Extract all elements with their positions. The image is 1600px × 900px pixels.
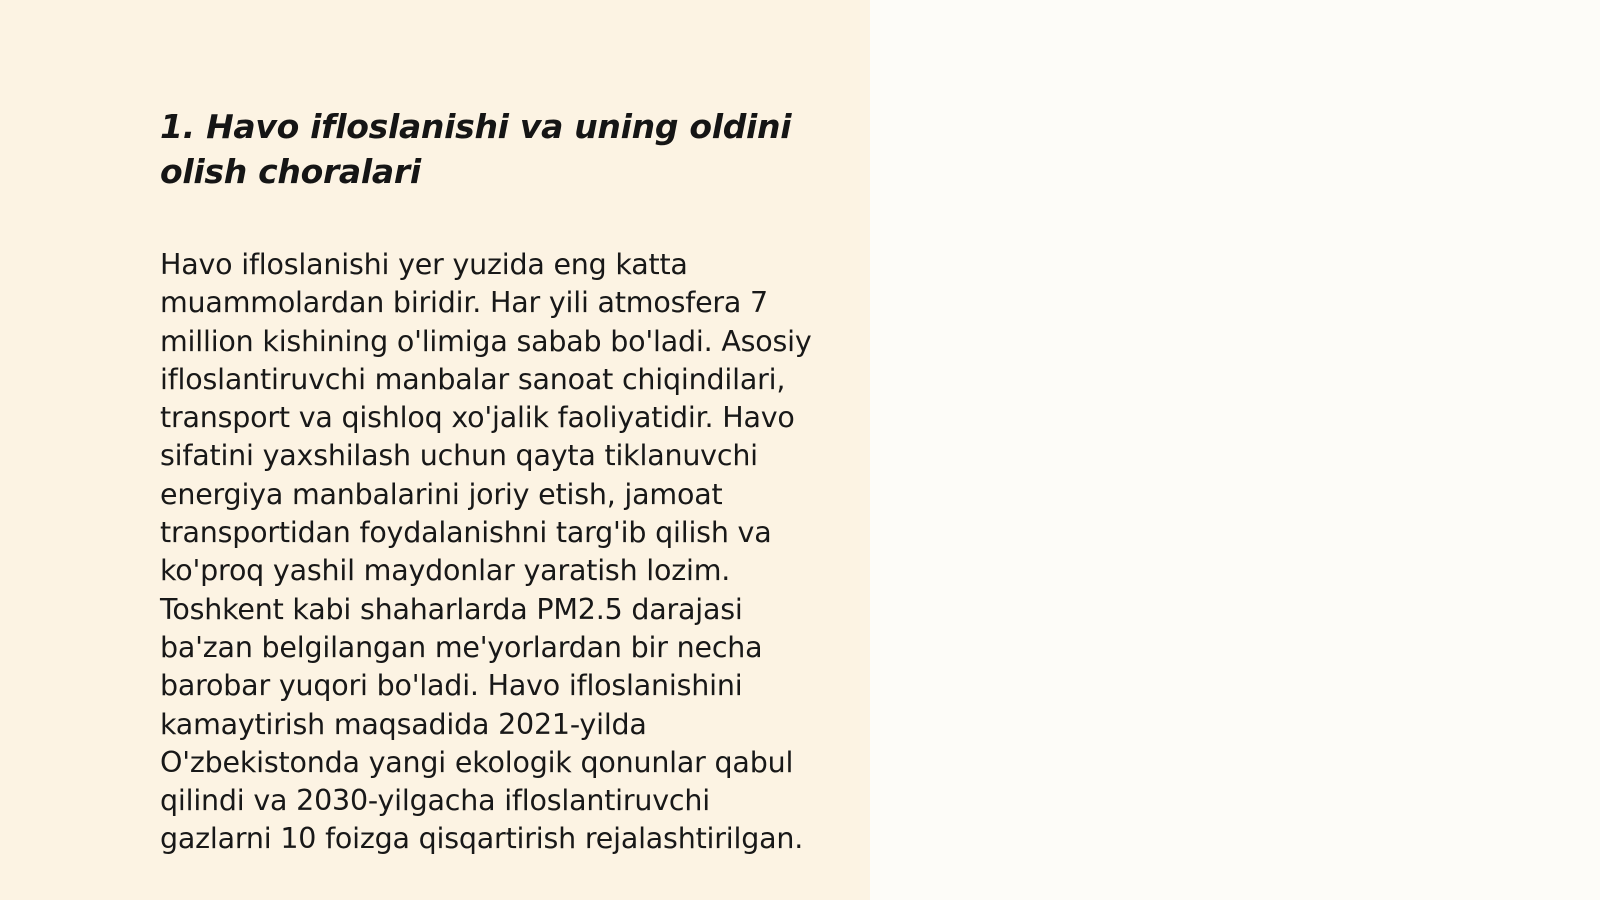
blank-panel (870, 0, 1600, 900)
slide-title: 1. Havo ifloslanishi va uning oldini olish choralari (160, 107, 792, 191)
slide-content (160, 104, 820, 859)
slide-body-text: Havo ifloslanishi yer yuzida eng katta muammolardan biridir. Har yili atmosfera 7 million kishining o'limiga sabab bo'ladi. Asosiy ifloslantiruvchi manbalar sanoat chiqindilari, transport va qishloq xo'jalik faoliyatidir. Havo sifatini yaxshilash uchun qayta tiklanuvchi energiya manbalarini joriy etish, jamoat transportidan foydalanishni targ'ib qilish va ko'proq yashil maydonlar yaratish lozim. Toshkent kabi shaharlarda PM2.5 darajasi ba'zan belgilangan me'yorlardan bir necha barobar yuqori bo'ladi. Havo ifloslanishini kamaytirish maqsadida 2021-yilda O'zbekistonda yangi ekologik qonunlar qabul qilindi va 2030-yilgacha ifloslantiruvchi gazlarni 10 foizga qisqartirish rejalashtirilgan. (160, 248, 812, 856)
